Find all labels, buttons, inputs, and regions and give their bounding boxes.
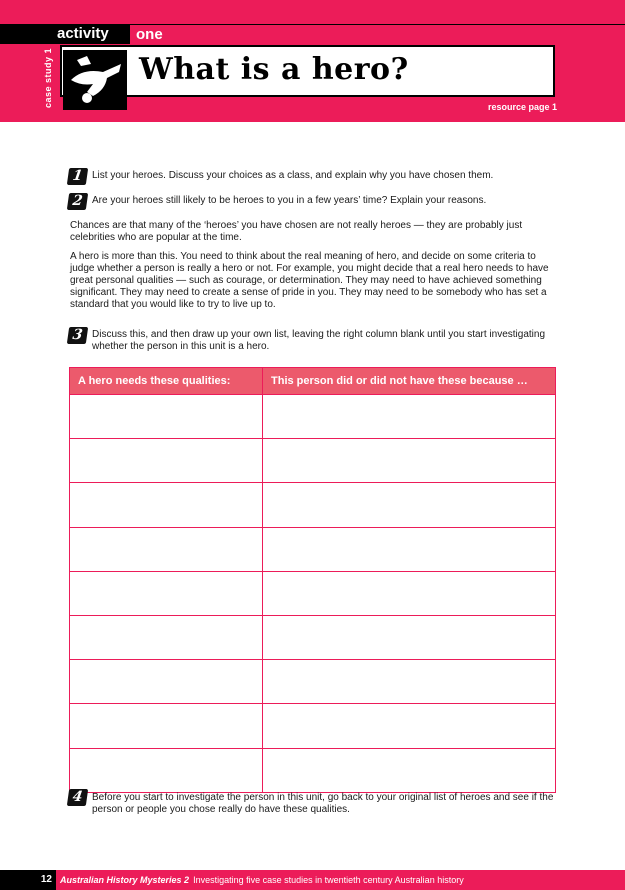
table-row <box>70 527 556 571</box>
paragraph-celebrities: Chances are that many of the ‘heroes’ you have chosen are not really heroes — they are probably just celebrities who are popular at the time. <box>70 220 523 243</box>
table-header-reasons: This person did or did not have these because … <box>263 368 556 395</box>
table-row <box>70 571 556 615</box>
table-cell[interactable] <box>263 748 556 792</box>
table-row <box>70 395 556 439</box>
step-2-text: Are your heroes still likely to be heroes to you in a few years’ time? Explain your reasons. <box>92 195 487 206</box>
table-row <box>70 483 556 527</box>
table-row <box>70 660 556 704</box>
table-cell[interactable] <box>263 660 556 704</box>
page-number: 12 <box>0 870 56 890</box>
resource-page-label: resource page 1 <box>487 102 557 112</box>
table-cell[interactable] <box>70 571 263 615</box>
paragraph-hero-meaning: A hero is more than this. You need to think about the real meaning of hero, and decide on some criteria to judge whether a person is really a hero or not. For example, you might decide that a real hero needs to have great personal qualities — such as courage, or determination. They may need to have achieved something significant. They may need to create a sense of pride in you. They may need to be somebody who has set a standard that you would like to try to live up to. <box>70 251 549 310</box>
step-4-text: Before you start to investigate the person in this unit, go back to your original list of heroes and see if the person or people you chose really do have these qualities. <box>92 792 554 815</box>
table-cell[interactable] <box>263 615 556 659</box>
table-cell[interactable] <box>263 527 556 571</box>
footer-text <box>60 870 464 890</box>
step-number-3: 3 <box>67 327 88 344</box>
table-cell[interactable] <box>70 439 263 483</box>
step-number-4: 4 <box>67 789 88 806</box>
step-number-2: 2 <box>67 193 88 210</box>
table-row <box>70 704 556 748</box>
activity-number: one <box>130 25 625 44</box>
table-cell[interactable] <box>263 704 556 748</box>
step-1-text: List your heroes. Discuss your choices as a class, and explain why you have chosen them. <box>92 170 494 181</box>
table-cell[interactable] <box>263 439 556 483</box>
table-cell[interactable] <box>263 483 556 527</box>
table-cell[interactable] <box>70 395 263 439</box>
table-header-row <box>70 368 556 395</box>
table-row <box>70 439 556 483</box>
case-study-label: case study 1 <box>43 47 53 108</box>
table-cell[interactable] <box>70 527 263 571</box>
table-row <box>70 615 556 659</box>
qualities-table <box>69 367 556 793</box>
footer-subtitle: Investigating five case studies in twentieth century Australian history <box>193 875 464 885</box>
page-title: What is a hero? <box>139 52 409 87</box>
table-cell[interactable] <box>70 704 263 748</box>
step-number-1: 1 <box>67 168 88 185</box>
table-cell[interactable] <box>70 660 263 704</box>
table-cell[interactable] <box>70 615 263 659</box>
step-3-text: Discuss this, and then draw up your own list, leaving the right column blank until you start investigating whether the person in this unit is a hero. <box>92 329 546 352</box>
table-row <box>70 748 556 792</box>
table-cell[interactable] <box>70 483 263 527</box>
activity-label: activity <box>57 25 109 42</box>
footer-book-title: Australian History Mysteries 2 <box>60 875 190 885</box>
table-cell[interactable] <box>70 748 263 792</box>
table-cell[interactable] <box>263 395 556 439</box>
table-cell[interactable] <box>263 571 556 615</box>
table-header-qualities: A hero needs these qualities: <box>70 368 263 395</box>
plane-logo-icon <box>63 50 127 110</box>
